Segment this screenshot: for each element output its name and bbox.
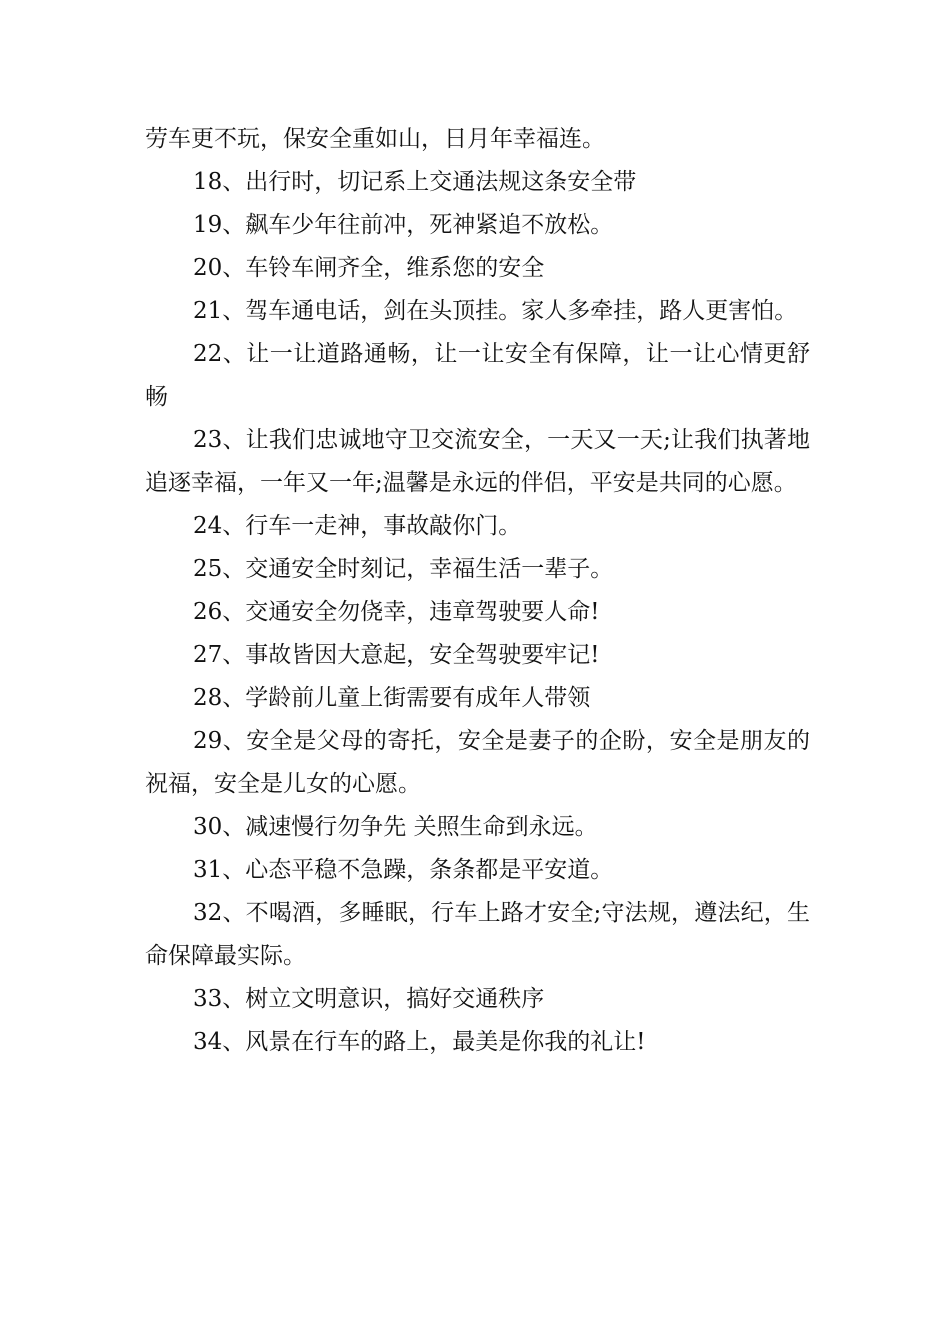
slogan-26: 26、交通安全勿侥幸，违章驾驶要人命! bbox=[193, 599, 600, 625]
slogan-31: 31、心态平稳不急躁，条条都是平安道。 bbox=[193, 857, 614, 883]
paragraph-continuation: 劳车更不玩，保安全重如山，日月年幸福连。 bbox=[145, 126, 605, 152]
slogan-19: 19、飙车少年往前冲，死神紧追不放松。 bbox=[193, 212, 614, 238]
slogan-23: 23、让我们忠诚地守卫交流安全，一天又一天;让我们执著地追逐幸福，一年又一年;温馨是永远的伴侣，平安是共同的心愿。 bbox=[145, 427, 810, 496]
slogan-20: 20、车铃车闸齐全，维系您的安全 bbox=[193, 255, 545, 281]
slogan-30: 30、减速慢行勿争先 关照生命到永远。 bbox=[193, 814, 598, 840]
slogan-27: 27、事故皆因大意起，安全驾驶要牢记! bbox=[193, 642, 600, 668]
slogan-29: 29、安全是父母的寄托，安全是妻子的企盼，安全是朋友的祝福，安全是儿女的心愿。 bbox=[145, 728, 810, 797]
slogan-33: 33、树立文明意识，搞好交通秩序 bbox=[193, 986, 545, 1012]
slogan-24: 24、行车一走神，事故敲你门。 bbox=[193, 513, 522, 539]
slogan-25: 25、交通安全时刻记，幸福生活一辈子。 bbox=[193, 556, 614, 582]
slogan-34: 34、风景在行车的路上，最美是你我的礼让! bbox=[193, 1029, 646, 1055]
slogan-32: 32、不喝酒，多睡眠，行车上路才安全;守法规，遵法纪，生命保障最实际。 bbox=[145, 900, 810, 969]
slogan-22: 22、让一让道路通畅，让一让安全有保障，让一让心情更舒畅 bbox=[145, 341, 810, 410]
slogan-18: 18、出行时，切记系上交通法规这条安全带 bbox=[193, 169, 637, 195]
slogan-28: 28、学龄前儿童上街需要有成年人带领 bbox=[193, 685, 591, 711]
slogan-21: 21、驾车通电话，剑在头顶挂。家人多牵挂，路人更害怕。 bbox=[193, 298, 798, 324]
document-body bbox=[145, 118, 810, 1064]
